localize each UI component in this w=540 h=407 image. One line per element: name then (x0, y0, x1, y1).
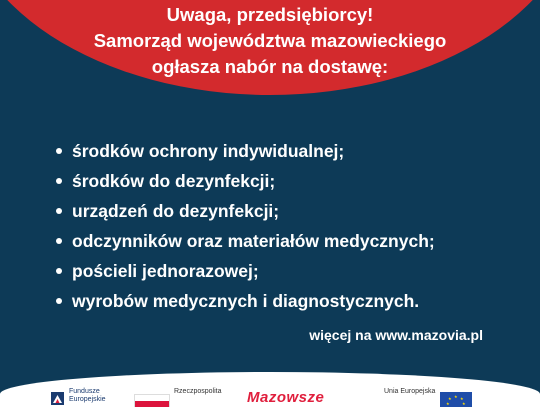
list-item-text: urządzeń do dezynfekcji; (72, 201, 280, 221)
headline-line-3: ogłasza nabór na dostawę: (151, 56, 389, 77)
list-item-text: wyrobów medycznych i diagnostycznych. (72, 291, 420, 311)
polish-flag-icon (134, 394, 170, 407)
bullet-icon (56, 298, 62, 304)
bullet-icon (56, 178, 62, 184)
eu-flag-icon: ★ ★ ★ ★ ★ (440, 392, 472, 407)
list-item (56, 226, 435, 256)
funds-logo-line-2: Europejskie (69, 396, 106, 403)
eu-logo-text: Unia Europejska (384, 388, 436, 395)
list-item (56, 256, 435, 286)
list-item (56, 136, 435, 166)
headline-line-1: Uwaga, przedsiębiorcy! (166, 4, 374, 25)
list-item-text: środków ochrony indywidualnej; (72, 141, 345, 161)
logo-footer (0, 372, 540, 407)
list-item (56, 196, 435, 226)
list-item-text: środków do dezynfekcji; (72, 171, 276, 191)
list-item (56, 286, 435, 316)
list-item-text: pościeli jednorazowej; (72, 261, 259, 281)
more-info-link[interactable]: więcej na www.mazovia.pl (309, 327, 483, 343)
list-item (56, 166, 435, 196)
funds-logo-text (69, 388, 106, 404)
republic-logo-text: Rzeczpospolita (174, 388, 222, 395)
funds-logo-line-1: Fundusze (69, 388, 100, 395)
headline (0, 2, 540, 80)
bullet-icon (56, 238, 62, 244)
supply-list (56, 136, 435, 316)
headline-line-2: Samorząd województwa mazowieckiego (93, 30, 447, 51)
bullet-icon (56, 148, 62, 154)
list-item-text: odczynników oraz materiałów medycznych; (72, 231, 435, 251)
funds-logo-icon (51, 392, 64, 405)
bullet-icon (56, 208, 62, 214)
bullet-icon (56, 268, 62, 274)
mazowsze-logo: Mazowsze (247, 389, 325, 406)
